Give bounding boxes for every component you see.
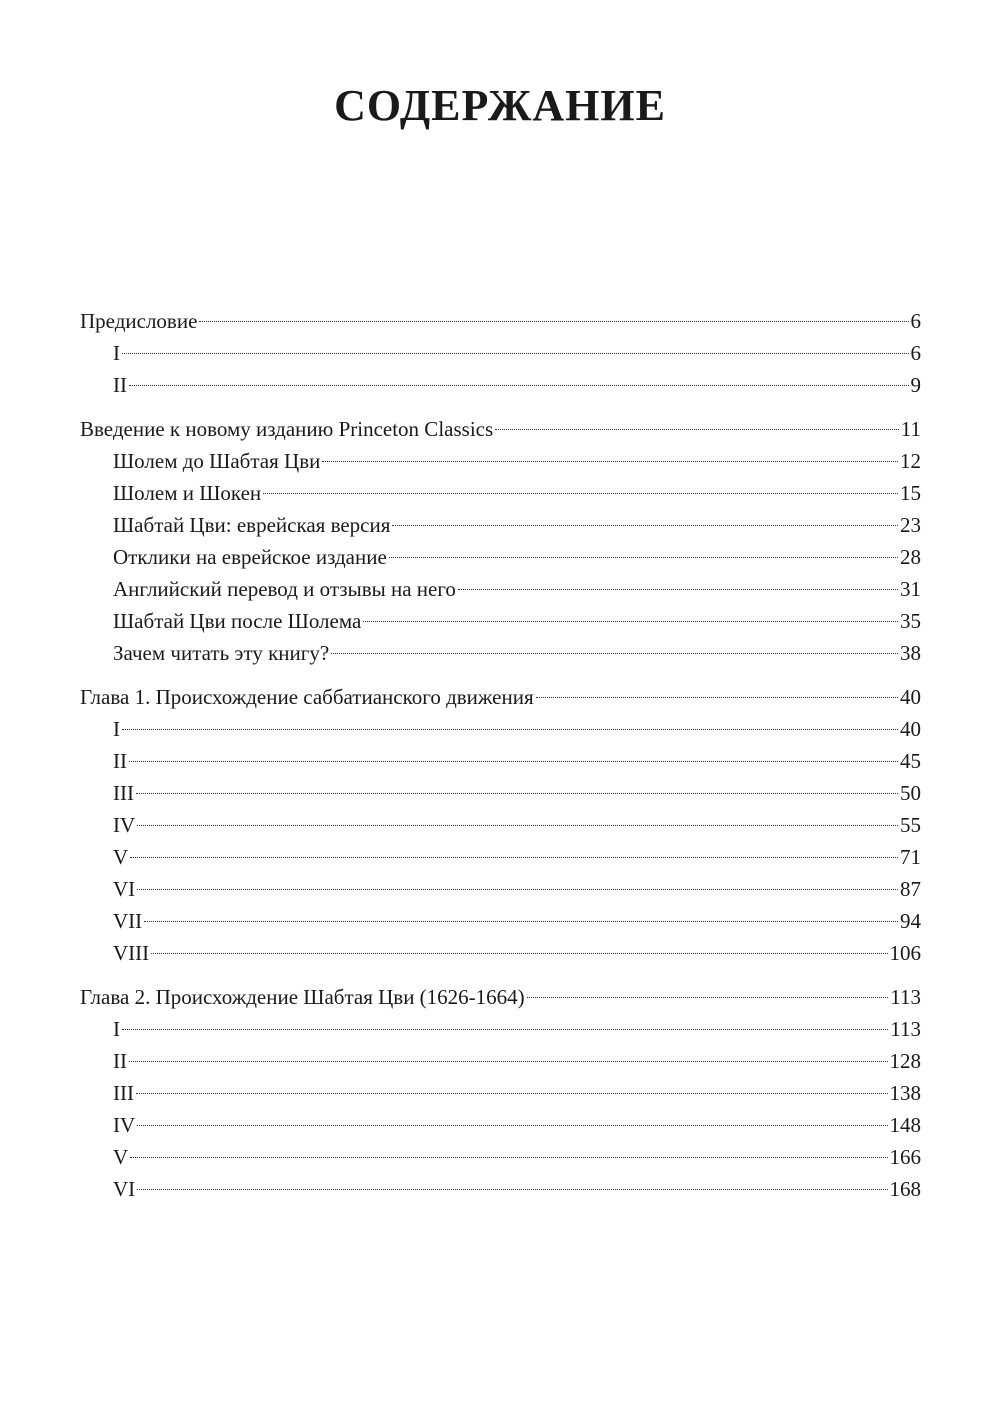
dot-leader bbox=[322, 461, 898, 462]
dot-leader bbox=[130, 857, 898, 858]
toc-subentry-label: Отклики на еврейское издание bbox=[113, 545, 387, 569]
toc-subentry[interactable] bbox=[80, 841, 921, 873]
toc-subentry-page-number: 138 bbox=[889, 1081, 921, 1105]
toc-subentry[interactable] bbox=[80, 1013, 921, 1045]
toc-subentry-label: IV bbox=[113, 813, 136, 837]
toc-subentry-label: V bbox=[113, 845, 129, 869]
toc-subentry-page-number: 55 bbox=[900, 813, 921, 837]
toc-subentry-label: Шабтай Цви после Шолема bbox=[113, 609, 362, 633]
toc-subentry-page-number: 35 bbox=[900, 609, 921, 633]
toc-entry-label: Глава 2. Происхождение Шабтая Цви (1626-1664) bbox=[80, 985, 525, 1009]
toc-subentry-page-number: 12 bbox=[900, 449, 921, 473]
toc-subentry-page-number: 128 bbox=[889, 1049, 921, 1073]
dot-leader bbox=[137, 1125, 887, 1126]
toc-subentry-page-number: 45 bbox=[900, 749, 921, 773]
toc-entry[interactable] bbox=[80, 305, 921, 337]
dot-leader bbox=[144, 921, 898, 922]
toc-entry[interactable] bbox=[80, 413, 921, 445]
toc-subentry[interactable] bbox=[80, 541, 921, 573]
dot-leader bbox=[122, 1029, 888, 1030]
toc-subentry-page-number: 148 bbox=[889, 1113, 921, 1137]
toc-subentry-label: Зачем читать эту книгу? bbox=[113, 641, 330, 665]
toc-subentry[interactable] bbox=[80, 477, 921, 509]
page-title: СОДЕРЖАНИЕ bbox=[334, 81, 666, 130]
dot-leader bbox=[122, 729, 898, 730]
toc-subentry-page-number: 15 bbox=[900, 481, 921, 505]
toc-subentry-label: III bbox=[113, 1081, 134, 1105]
toc-subentry[interactable] bbox=[80, 337, 921, 369]
dot-leader bbox=[527, 997, 889, 998]
dot-leader bbox=[129, 761, 898, 762]
toc-subentry[interactable] bbox=[80, 1173, 921, 1205]
toc-subentry-page-number: 168 bbox=[889, 1177, 921, 1201]
dot-leader bbox=[363, 621, 898, 622]
toc-subentry[interactable] bbox=[80, 745, 921, 777]
dot-leader bbox=[137, 889, 898, 890]
toc-subentry-label: Шолем до Шабтая Цви bbox=[113, 449, 321, 473]
toc-subentry[interactable] bbox=[80, 1109, 921, 1141]
toc-entry-page-number: 40 bbox=[900, 685, 921, 709]
toc-subentry-label: I bbox=[113, 341, 120, 365]
toc-subentry-page-number: 50 bbox=[900, 781, 921, 805]
toc-subentry-page-number: 94 bbox=[900, 909, 921, 933]
toc-entry[interactable] bbox=[80, 681, 921, 713]
toc-subentry[interactable] bbox=[80, 905, 921, 937]
toc-subentry-label: I bbox=[113, 717, 120, 741]
toc-subentry[interactable] bbox=[80, 369, 921, 401]
toc-section bbox=[80, 681, 921, 969]
toc-subentry-page-number: 31 bbox=[900, 577, 921, 601]
toc-subentry-label: II bbox=[113, 749, 127, 773]
toc-subentry[interactable] bbox=[80, 1077, 921, 1109]
dot-leader bbox=[130, 1157, 887, 1158]
toc-subentry-label: Шолем и Шокен bbox=[113, 481, 262, 505]
toc-subentry-label: II bbox=[113, 1049, 127, 1073]
dot-leader bbox=[122, 353, 909, 354]
toc-entry-label: Введение к новому изданию Princeton Classics bbox=[80, 417, 494, 441]
dot-leader bbox=[136, 793, 898, 794]
toc-subentry-label: VIII bbox=[113, 941, 150, 965]
toc-subentry-page-number: 106 bbox=[889, 941, 921, 965]
toc-subentry[interactable] bbox=[80, 873, 921, 905]
toc-subentry-label: VI bbox=[113, 877, 136, 901]
dot-leader bbox=[129, 1061, 888, 1062]
dot-leader bbox=[389, 557, 898, 558]
toc-subentry-page-number: 6 bbox=[910, 341, 921, 365]
toc-subentry-page-number: 113 bbox=[890, 1017, 921, 1041]
toc-entry-label: Предисловие bbox=[80, 309, 198, 333]
toc-subentry-label: VI bbox=[113, 1177, 136, 1201]
dot-leader bbox=[495, 429, 899, 430]
toc-subentry-label: III bbox=[113, 781, 134, 805]
toc-subentry[interactable] bbox=[80, 509, 921, 541]
toc-subentry-page-number: 23 bbox=[900, 513, 921, 537]
toc-entry-page-number: 11 bbox=[900, 417, 921, 441]
toc-subentry-page-number: 9 bbox=[910, 373, 921, 397]
toc-entry-page-number: 6 bbox=[910, 309, 921, 333]
toc-subentry[interactable] bbox=[80, 713, 921, 745]
dot-leader bbox=[136, 1093, 888, 1094]
dot-leader bbox=[536, 697, 898, 698]
toc-subentry[interactable] bbox=[80, 573, 921, 605]
toc-subentry-page-number: 38 bbox=[900, 641, 921, 665]
toc-section bbox=[80, 305, 921, 401]
toc-subentry-page-number: 166 bbox=[889, 1145, 921, 1169]
toc-subentry-label: Английский перевод и отзывы на него bbox=[113, 577, 456, 601]
toc-subentry-page-number: 87 bbox=[900, 877, 921, 901]
toc-entry-page-number: 113 bbox=[890, 985, 921, 1009]
toc-subentry-label: IV bbox=[113, 1113, 136, 1137]
dot-leader bbox=[458, 589, 898, 590]
toc-subentry[interactable] bbox=[80, 637, 921, 669]
toc-subentry-label: I bbox=[113, 1017, 120, 1041]
toc-subentry[interactable] bbox=[80, 445, 921, 477]
toc-entry[interactable] bbox=[80, 981, 921, 1013]
toc-entry-label: Глава 1. Происхождение саббатианского движения bbox=[80, 685, 534, 709]
toc-subentry-label: VII bbox=[113, 909, 143, 933]
toc-subentry[interactable] bbox=[80, 1141, 921, 1173]
toc-section bbox=[80, 981, 921, 1205]
toc-subentry[interactable] bbox=[80, 1045, 921, 1077]
dot-leader bbox=[392, 525, 898, 526]
toc-subentry-page-number: 28 bbox=[900, 545, 921, 569]
dot-leader bbox=[263, 493, 898, 494]
dot-leader bbox=[331, 653, 898, 654]
toc-subentry[interactable] bbox=[80, 937, 921, 969]
dot-leader bbox=[129, 385, 909, 386]
dot-leader bbox=[151, 953, 887, 954]
toc-subentry[interactable] bbox=[80, 605, 921, 637]
table-of-contents bbox=[80, 305, 921, 1217]
toc-section bbox=[80, 413, 921, 669]
dot-leader bbox=[137, 1189, 887, 1190]
toc-subentry-label: Шабтай Цви: еврейская версия bbox=[113, 513, 391, 537]
toc-subentry[interactable] bbox=[80, 809, 921, 841]
dot-leader bbox=[199, 321, 908, 322]
toc-subentry-page-number: 71 bbox=[900, 845, 921, 869]
toc-subentry-page-number: 40 bbox=[900, 717, 921, 741]
toc-subentry-label: II bbox=[113, 373, 127, 397]
toc-subentry[interactable] bbox=[80, 777, 921, 809]
toc-subentry-label: V bbox=[113, 1145, 129, 1169]
dot-leader bbox=[137, 825, 898, 826]
